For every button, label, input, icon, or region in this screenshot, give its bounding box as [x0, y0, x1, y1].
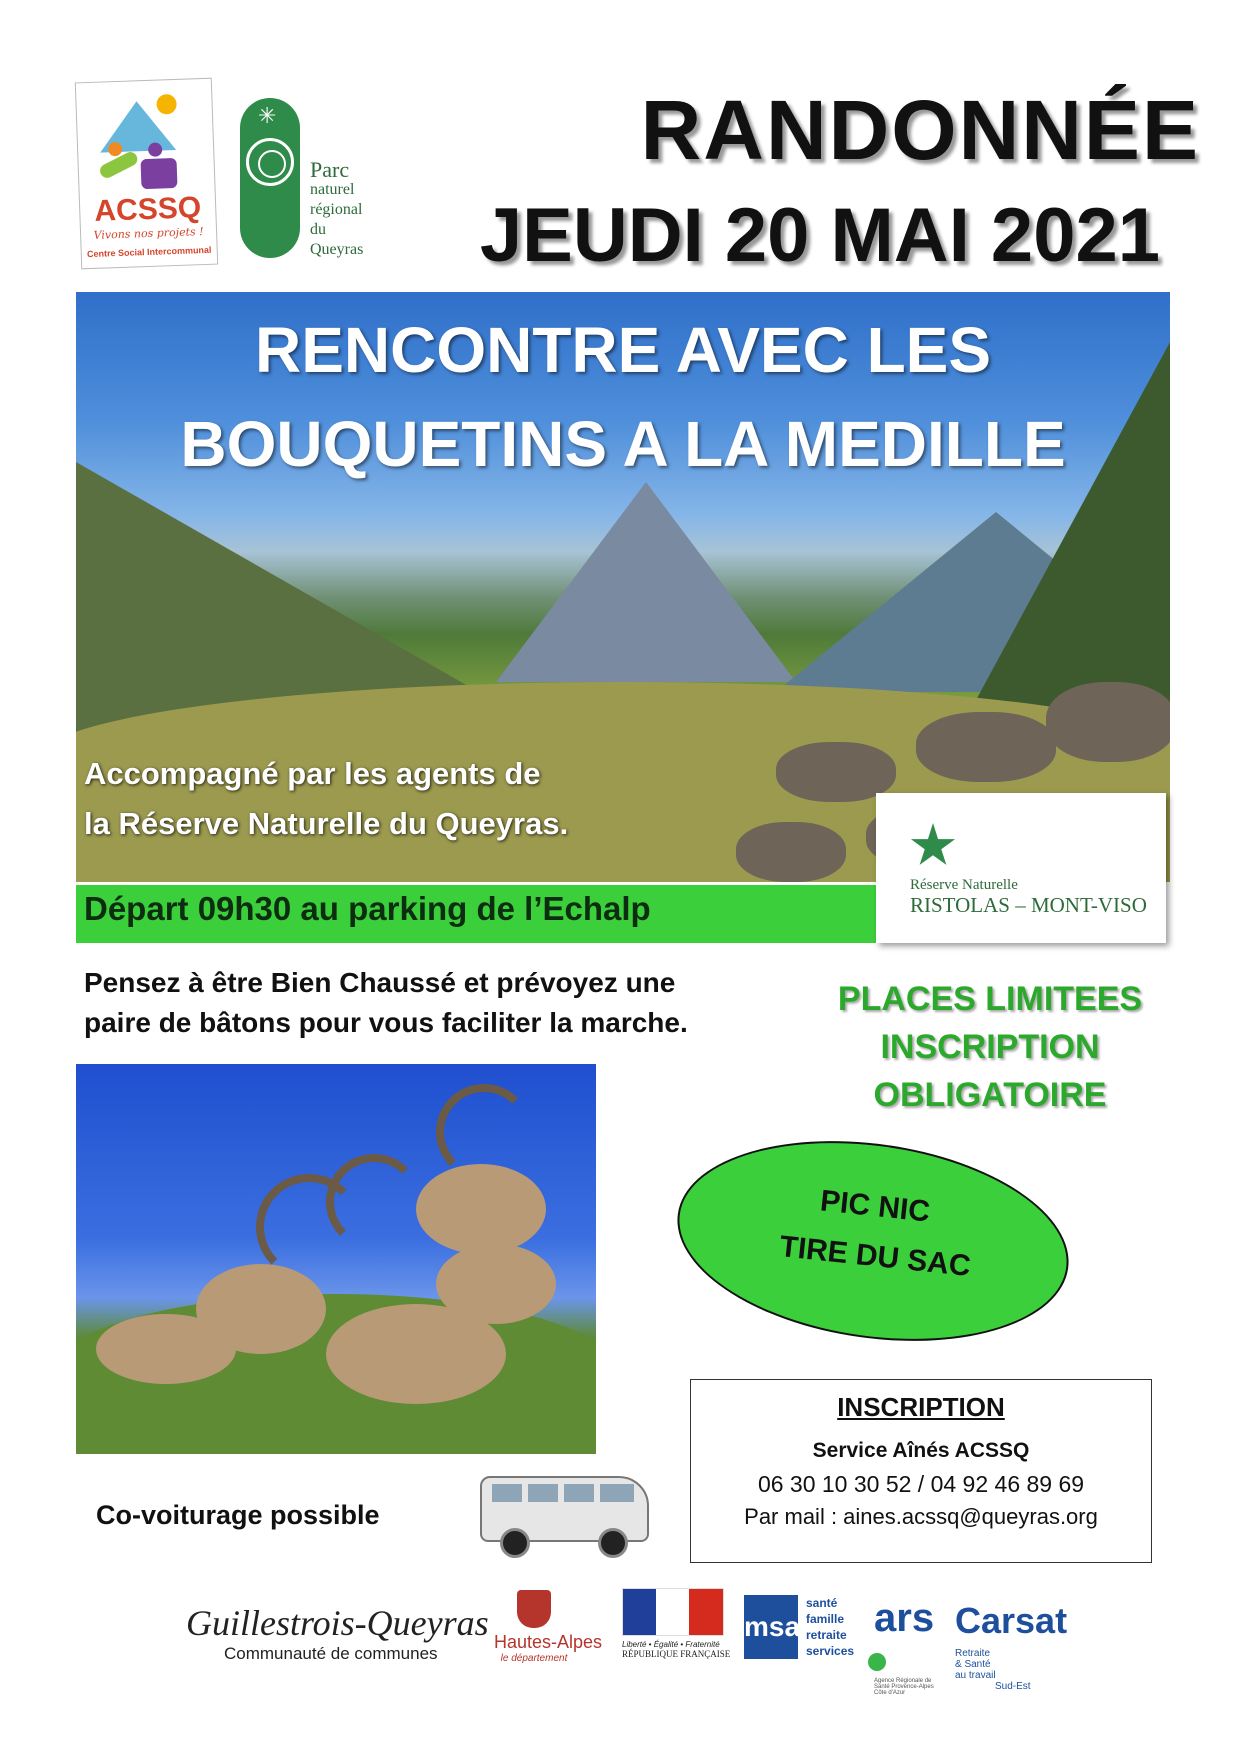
acssq-logo	[75, 78, 218, 270]
reserve-line1: Réserve Naturelle	[910, 877, 1018, 893]
parc-line2: naturel	[310, 181, 355, 198]
ibex-shape	[436, 1244, 556, 1324]
mountain-shape	[496, 482, 796, 682]
republique-logo	[622, 1588, 732, 1659]
guillestrois-logo	[186, 1602, 489, 1664]
parc-line4: du Queyras	[310, 221, 364, 258]
wheel-icon	[500, 1528, 530, 1558]
parc-emblem	[240, 98, 300, 258]
carsat-tagline	[955, 1648, 996, 1681]
van-icon	[480, 1468, 650, 1558]
banner-title-line1: RENCONTRE AVEC LES	[254, 314, 992, 386]
advice-line1: Pensez à être Bien Chaussé et prévoyez une	[84, 967, 676, 998]
picnic-line1: PIC NIC	[818, 1184, 932, 1229]
star-icon: ✳	[258, 104, 277, 129]
parc-queyras-logo	[240, 98, 365, 258]
places-line3: OBLIGATOIRE	[873, 1076, 1107, 1114]
reserve-logo	[876, 793, 1166, 943]
msa-line3: retraite	[806, 1628, 847, 1642]
ibex-photo	[76, 1064, 596, 1454]
msa-line1: santé	[806, 1596, 838, 1610]
accompany-line1: Accompagné par les agents de	[84, 756, 541, 791]
reserve-star-icon	[910, 823, 956, 869]
person-icon	[148, 142, 162, 156]
rock-shape	[736, 822, 846, 882]
carpool-text: Co-voiturage possible	[96, 1500, 380, 1530]
carsat-tag2: & Santé	[955, 1659, 991, 1670]
msa-logo	[744, 1595, 864, 1659]
person-icon	[108, 142, 122, 156]
van-window	[492, 1484, 522, 1502]
inscription-service: Service Aînés ACSSQ	[812, 1439, 1030, 1462]
acssq-slogan: Vivons nos projets !	[93, 225, 204, 242]
carsat-region: Sud-Est	[995, 1681, 1031, 1692]
guillestrois-name: Guillestrois-Queyras	[186, 1603, 489, 1643]
hautes-alpes-name: Hautes-Alpes	[494, 1632, 603, 1652]
rock-shape	[916, 712, 1056, 782]
ars-sub: Agence Régionale de Santé Provence-Alpes Côte d'Azur	[874, 1678, 934, 1696]
msa-text	[806, 1595, 854, 1659]
picnic-line2: TIRE DU SAC	[778, 1230, 973, 1283]
event-date: JEUDI 20 MAI 2021	[479, 193, 1160, 278]
van-window	[564, 1484, 594, 1502]
ars-logo	[874, 1598, 944, 1696]
departure-text: Départ 09h30 au parking de l’Echalp	[84, 890, 651, 927]
parc-line1: Parc	[310, 157, 350, 182]
flower-icon	[246, 138, 294, 186]
person-body-icon	[140, 158, 177, 189]
page-title: RANDONNÉE	[640, 83, 1200, 177]
flag-icon	[622, 1588, 724, 1636]
ars-text: ars	[874, 1596, 935, 1640]
msa-line4: services	[806, 1644, 855, 1658]
places-line2: INSCRIPTION	[880, 1028, 1100, 1066]
dot-icon	[868, 1653, 886, 1671]
horn-shape	[326, 1154, 422, 1250]
republique-motto: Liberté • Égalité • Fraternité	[622, 1640, 720, 1649]
carsat-tag3: au travail	[955, 1670, 996, 1681]
accompany-line2: la Réserve Naturelle du Queyras.	[84, 806, 569, 841]
shield-icon	[517, 1590, 551, 1628]
inscription-mail[interactable]: Par mail : aines.acssq@queyras.org	[744, 1504, 1098, 1529]
van-window	[600, 1484, 634, 1502]
wheel-icon	[598, 1528, 628, 1558]
inscription-phones: 06 30 10 30 52 / 04 92 46 89 69	[757, 1471, 1085, 1497]
parc-text	[310, 157, 365, 260]
rock-shape	[1046, 682, 1170, 762]
msa-line2: famille	[806, 1612, 845, 1626]
advice-line2: paire de bâtons pour vous faciliter la marche.	[84, 1007, 688, 1038]
banner-title-line2: BOUQUETINS A LA MEDILLE	[180, 408, 1066, 480]
carsat-tag1: Retraite	[955, 1648, 991, 1659]
parc-line3: régional	[310, 201, 363, 218]
hautes-alpes-logo	[494, 1590, 603, 1664]
inscription-heading: INSCRIPTION	[837, 1392, 1005, 1422]
van-window	[528, 1484, 558, 1502]
carsat-name: Carsat	[955, 1600, 1068, 1641]
inscription-box	[690, 1379, 1152, 1563]
hautes-alpes-sub: le département	[500, 1653, 568, 1664]
ars-name	[874, 1598, 944, 1678]
horn-shape	[436, 1084, 532, 1180]
republique-name: RÉPUBLIQUE FRANÇAISE	[622, 1649, 731, 1659]
places-line1: PLACES LIMITEES	[837, 980, 1143, 1018]
reserve-line2: RISTOLAS – MONT-VISO	[910, 893, 1147, 917]
guillestrois-sub: Communauté de communes	[224, 1644, 438, 1663]
carsat-logo	[955, 1600, 1085, 1692]
acssq-subtitle: Centre Social Intercommunal	[86, 244, 212, 260]
acssq-name: ACSSQ	[93, 191, 202, 228]
msa-mark: msa	[744, 1595, 798, 1659]
